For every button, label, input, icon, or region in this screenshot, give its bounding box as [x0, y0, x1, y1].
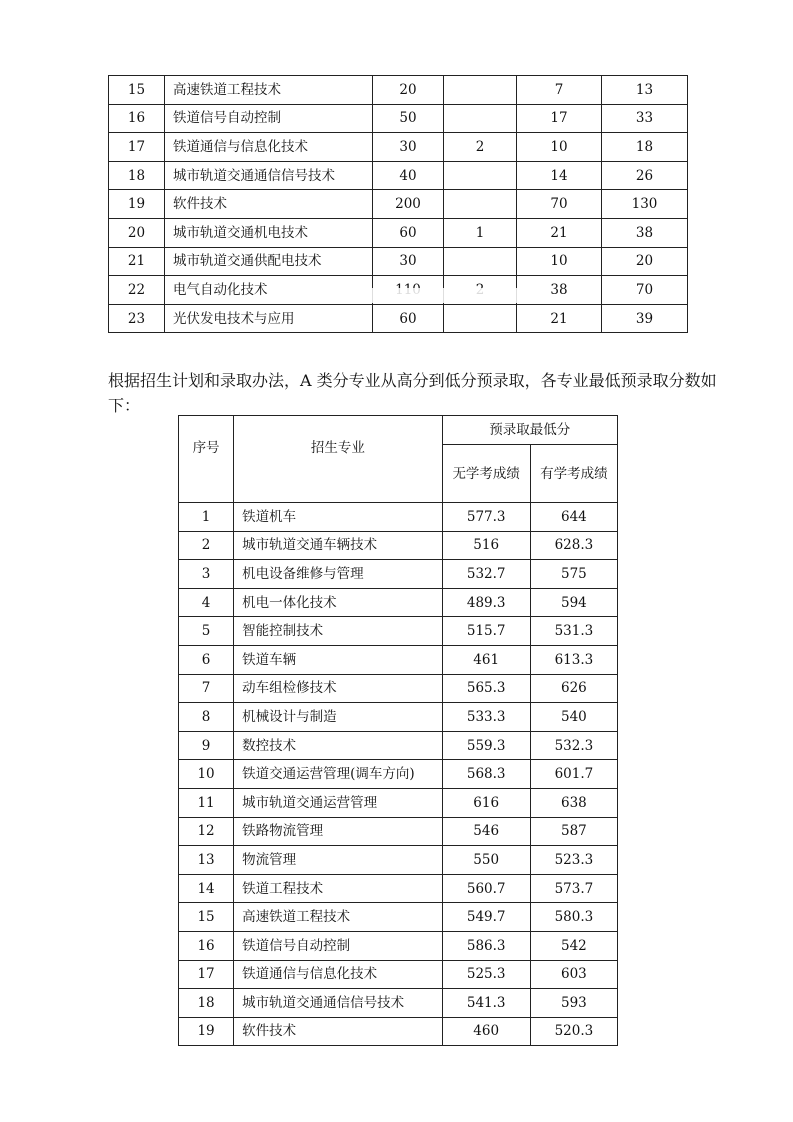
- row-number: 23: [109, 304, 165, 333]
- score-with: 593: [530, 989, 617, 1018]
- count-col-3: 38: [517, 276, 602, 305]
- table-row: [179, 560, 618, 589]
- count-col-4: 38: [602, 218, 688, 247]
- count-col-2: [444, 247, 517, 276]
- count-col-4: 26: [602, 161, 688, 190]
- major-name: 铁道工程技术: [234, 874, 442, 903]
- row-number: 16: [179, 931, 234, 960]
- table-row: [179, 788, 618, 817]
- table-row: [179, 817, 618, 846]
- table-row: [179, 1017, 618, 1046]
- major-name: 铁道交通运营管理(调车方向): [234, 760, 442, 789]
- row-number: 3: [179, 560, 234, 589]
- major-name: 铁道信号自动控制: [234, 931, 442, 960]
- min-score-body: [179, 503, 618, 1046]
- score-without: 461: [442, 645, 530, 674]
- score-with: 580.3: [530, 903, 617, 932]
- score-with: 613.3: [530, 645, 617, 674]
- major-name: 软件技术: [165, 190, 373, 219]
- major-name: 机电一体化技术: [234, 588, 442, 617]
- row-number: 7: [179, 674, 234, 703]
- row-number: 22: [109, 276, 165, 305]
- score-without: 586.3: [442, 931, 530, 960]
- table-row: [179, 960, 618, 989]
- table-row: [179, 531, 618, 560]
- score-with: 573.7: [530, 874, 617, 903]
- intro-text: 根据招生计划和录取办法，A 类分专业从高分到低分预录取，各专业最低预录取分数如下：: [108, 371, 717, 415]
- header-no: 序号: [179, 416, 234, 503]
- score-without: 550: [442, 846, 530, 875]
- row-number: 17: [109, 133, 165, 162]
- row-number: 11: [179, 788, 234, 817]
- major-name: 城市轨道交通通信信号技术: [234, 989, 442, 1018]
- major-name: 物流管理: [234, 846, 442, 875]
- count-col-3: 10: [517, 247, 602, 276]
- row-number: 8: [179, 703, 234, 732]
- score-with: 532.3: [530, 731, 617, 760]
- score-with: 644: [530, 503, 617, 532]
- major-name: 机电设备维修与管理: [234, 560, 442, 589]
- table-row: [109, 218, 688, 247]
- table-row: [109, 76, 688, 105]
- count-col-2: [444, 161, 517, 190]
- header-score-group: 预录取最低分: [442, 416, 617, 445]
- row-number: 15: [179, 903, 234, 932]
- score-without: 541.3: [442, 989, 530, 1018]
- major-name: 电气自动化技术: [165, 276, 373, 305]
- score-without: 489.3: [442, 588, 530, 617]
- major-name: 城市轨道交通机电技术: [165, 218, 373, 247]
- plan-count: 30: [373, 247, 444, 276]
- table-row: [179, 760, 618, 789]
- score-with: 626: [530, 674, 617, 703]
- score-without: 525.3: [442, 960, 530, 989]
- table-row: [109, 161, 688, 190]
- score-with: 520.3: [530, 1017, 617, 1046]
- table-row: [179, 903, 618, 932]
- count-col-2: [444, 104, 517, 133]
- score-without: 546: [442, 817, 530, 846]
- major-name: 软件技术: [234, 1017, 442, 1046]
- count-col-4: 13: [602, 76, 688, 105]
- score-without: 565.3: [442, 674, 530, 703]
- major-name: 动车组检修技术: [234, 674, 442, 703]
- plan-count: 60: [373, 304, 444, 333]
- count-col-2: [444, 304, 517, 333]
- watermark-mask: [372, 288, 528, 303]
- table-row: [179, 588, 618, 617]
- table-row: [109, 133, 688, 162]
- table-row: [109, 190, 688, 219]
- row-number: 9: [179, 731, 234, 760]
- min-score-table: [178, 415, 618, 1046]
- plan-count: 50: [373, 104, 444, 133]
- count-col-2: 1: [444, 218, 517, 247]
- count-col-2: [444, 190, 517, 219]
- row-number: 10: [179, 760, 234, 789]
- row-number: 15: [109, 76, 165, 105]
- count-col-2: 2: [444, 133, 517, 162]
- table-row: [179, 703, 618, 732]
- major-name: 铁道信号自动控制: [165, 104, 373, 133]
- header-row-1: [179, 416, 618, 445]
- header-with-score: 有学考成绩: [530, 445, 617, 503]
- table-row: [179, 874, 618, 903]
- row-number: 18: [179, 989, 234, 1018]
- major-name: 城市轨道交通供配电技术: [165, 247, 373, 276]
- table-row: [179, 503, 618, 532]
- major-name: 光伏发电技术与应用: [165, 304, 373, 333]
- major-name: 智能控制技术: [234, 617, 442, 646]
- score-with: 542: [530, 931, 617, 960]
- major-name: 数控技术: [234, 731, 442, 760]
- row-number: 12: [179, 817, 234, 846]
- table-row: [179, 645, 618, 674]
- major-name: 机械设计与制造: [234, 703, 442, 732]
- table-row: [179, 846, 618, 875]
- major-name: 城市轨道交通车辆技术: [234, 531, 442, 560]
- major-name: 铁道通信与信息化技术: [234, 960, 442, 989]
- score-without: 460: [442, 1017, 530, 1046]
- score-with: 628.3: [530, 531, 617, 560]
- table-row: [179, 674, 618, 703]
- count-col-3: 10: [517, 133, 602, 162]
- row-number: 13: [179, 846, 234, 875]
- major-name: 铁道通信与信息化技术: [165, 133, 373, 162]
- row-number: 14: [179, 874, 234, 903]
- count-col-3: 7: [517, 76, 602, 105]
- score-with: 531.3: [530, 617, 617, 646]
- row-number: 2: [179, 531, 234, 560]
- score-without: 549.7: [442, 903, 530, 932]
- count-col-3: 17: [517, 104, 602, 133]
- count-col-4: 70: [602, 276, 688, 305]
- count-col-3: 21: [517, 218, 602, 247]
- plan-count: 60: [373, 218, 444, 247]
- count-col-4: 39: [602, 304, 688, 333]
- row-number: 6: [179, 645, 234, 674]
- table-row: [179, 617, 618, 646]
- plan-count: 40: [373, 161, 444, 190]
- table-row: [109, 247, 688, 276]
- row-number: 5: [179, 617, 234, 646]
- score-without: 516: [442, 531, 530, 560]
- row-number: 21: [109, 247, 165, 276]
- table-row: [109, 104, 688, 133]
- count-col-4: 33: [602, 104, 688, 133]
- row-number: 1: [179, 503, 234, 532]
- score-without: 515.7: [442, 617, 530, 646]
- major-name: 铁路物流管理: [234, 817, 442, 846]
- count-col-3: 14: [517, 161, 602, 190]
- score-with: 601.7: [530, 760, 617, 789]
- score-without: 532.7: [442, 560, 530, 589]
- intro-paragraph: [108, 368, 740, 418]
- row-number: 4: [179, 588, 234, 617]
- count-col-4: 20: [602, 247, 688, 276]
- table-row: [109, 304, 688, 333]
- count-col-4: 18: [602, 133, 688, 162]
- count-col-3: 21: [517, 304, 602, 333]
- score-with: 638: [530, 788, 617, 817]
- major-name: 城市轨道交通运营管理: [234, 788, 442, 817]
- score-with: 587: [530, 817, 617, 846]
- row-number: 19: [179, 1017, 234, 1046]
- count-col-3: 70: [517, 190, 602, 219]
- score-without: 577.3: [442, 503, 530, 532]
- header-without-score: 无学考成绩: [442, 445, 530, 503]
- score-without: 560.7: [442, 874, 530, 903]
- major-name: 高速铁道工程技术: [234, 903, 442, 932]
- plan-count: 200: [373, 190, 444, 219]
- table-row: [179, 731, 618, 760]
- major-name: 城市轨道交通通信信号技术: [165, 161, 373, 190]
- row-number: 16: [109, 104, 165, 133]
- score-with: 594: [530, 588, 617, 617]
- score-without: 568.3: [442, 760, 530, 789]
- table-row: [179, 989, 618, 1018]
- row-number: 17: [179, 960, 234, 989]
- row-number: 19: [109, 190, 165, 219]
- row-number: 20: [109, 218, 165, 247]
- major-name: 高速铁道工程技术: [165, 76, 373, 105]
- major-name: 铁道机车: [234, 503, 442, 532]
- header-major: 招生专业: [234, 416, 442, 503]
- score-without: 559.3: [442, 731, 530, 760]
- plan-count: 20: [373, 76, 444, 105]
- score-with: 523.3: [530, 846, 617, 875]
- score-without: 533.3: [442, 703, 530, 732]
- major-name: 铁道车辆: [234, 645, 442, 674]
- count-col-4: 130: [602, 190, 688, 219]
- score-without: 616: [442, 788, 530, 817]
- score-with: 540: [530, 703, 617, 732]
- count-col-2: [444, 76, 517, 105]
- score-with: 603: [530, 960, 617, 989]
- score-with: 575: [530, 560, 617, 589]
- table-row: [179, 931, 618, 960]
- row-number: 18: [109, 161, 165, 190]
- plan-count: 30: [373, 133, 444, 162]
